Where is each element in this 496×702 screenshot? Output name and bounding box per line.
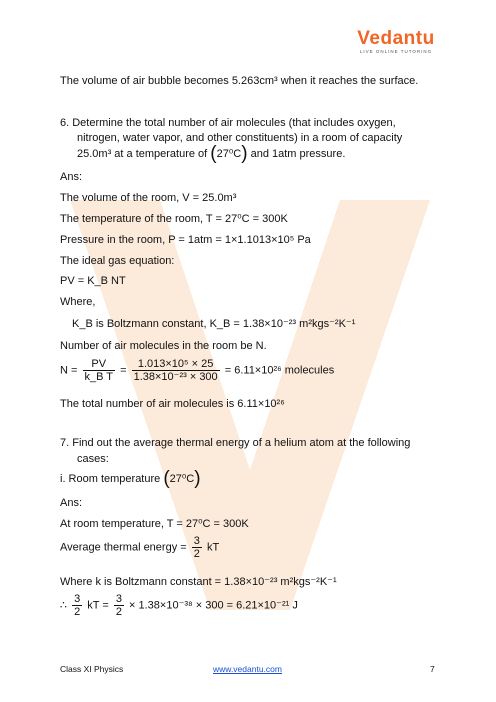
case-i-label: i. Room temperature xyxy=(60,473,161,485)
room-temperature-line: At room temperature, T = 27⁰C = 300K xyxy=(60,518,249,530)
case-i-temperature: 27⁰C xyxy=(169,473,195,485)
footer-link-wrap xyxy=(213,664,282,674)
final-energy-equation xyxy=(60,593,298,618)
fraction-pv-over-kbt: $\frac{PV}{\text{k\_B T}}$ xyxy=(84,358,114,383)
fraction-three-halves-b: $\frac{3}{2}$ xyxy=(115,593,122,618)
molecules-statement: Number of air molecules in the room be N. xyxy=(60,340,267,352)
vedantu-logo xyxy=(346,28,446,54)
total-molecules-line: The total number of air molecules is 6.11×10²⁶ xyxy=(60,398,285,410)
molecule-equation: N = $\frac{PV}{\text{k\_B T}}$ = $\frac{\text{1.013×10⁵ × 25}}{\text{1.38×10⁻²³ × 300}}$ = 6.11×10²⁶ molecules xyxy=(60,358,335,383)
ideal-gas-heading: The ideal gas equation: xyxy=(60,255,175,267)
pressure-line: Pressure in the room, P = 1atm = 1×1.1013×10⁵ Pa xyxy=(60,234,311,246)
fin-kt: kT = xyxy=(87,599,109,612)
question-7-line-1: 7. Find out the average thermal energy of a helium atom at the following xyxy=(60,437,411,449)
page-number: 7 xyxy=(430,664,435,674)
average-energy-line xyxy=(60,535,219,560)
where-label: Where, xyxy=(60,296,96,308)
fraction-three-halves: $\frac{3}{2}$ xyxy=(193,535,200,560)
ideal-gas-equation: PV = K_B NT xyxy=(60,275,126,287)
eq-lhs: N = xyxy=(60,364,78,377)
answer-label-2: Ans: xyxy=(60,497,83,509)
answer-label: Ans: xyxy=(60,171,83,183)
avg-label: Average thermal energy = xyxy=(60,541,187,554)
fraction-three-halves-a: $\frac{3}{2}$ xyxy=(74,593,81,618)
question-6-line-1: 6. Determine the total number of air molecules (that includes oxygen, xyxy=(60,117,396,129)
question-6-line-2: nitrogen, water vapor, and other constituents) in a room of capacity xyxy=(77,132,403,144)
footer-website-link[interactable]: www.vedantu.com xyxy=(213,664,282,674)
eq-result: = 6.11×10²⁶ molecules xyxy=(224,364,335,377)
question-7-line-2: cases: xyxy=(77,453,109,465)
question-7-case-i: i. Room temperature (27⁰C) xyxy=(60,468,201,490)
volume-line: The volume of the room, V = 25.0m³ xyxy=(60,192,237,204)
avg-kt: kT xyxy=(206,541,220,554)
fraction-numeric: $\frac{\text{1.013×10⁵ × 25}}{\text{1.38×10⁻²³ × 300}}$ xyxy=(133,358,218,383)
q6-volume: 25.0m³ at a temperature of xyxy=(77,148,208,160)
temperature-line: The temperature of the room, T = 27⁰C = 300K xyxy=(60,213,288,225)
boltzmann-line: K_B is Boltzmann constant, K_B = 1.38×10⁻²³ m²kgs⁻²K⁻¹ xyxy=(72,318,356,330)
q6-temperature: 27⁰C xyxy=(216,148,242,160)
therefore-symbol: ∴ xyxy=(60,599,67,612)
brand-tagline: LIVE ONLINE TUTORING xyxy=(359,49,433,54)
boltzmann-constant-line: Where k is Boltzmann constant = 1.38×10⁻²³ m²kgs⁻²K⁻¹ xyxy=(60,576,337,588)
brand-name: Vedantu xyxy=(357,28,435,49)
text-line: The volume of air bubble becomes 5.263cm³ when it reaches the surface. xyxy=(60,75,419,87)
question-6-line-3: 25.0m³ at a temperature of (27⁰C) and 1atm pressure. xyxy=(77,143,346,165)
footer-class: Class XI Physics xyxy=(60,664,124,674)
fin-result: × 1.38×10⁻³⁸ × 300 = 6.21×10⁻²¹ J xyxy=(129,599,298,612)
q6-pressure: and 1atm pressure. xyxy=(250,148,346,160)
